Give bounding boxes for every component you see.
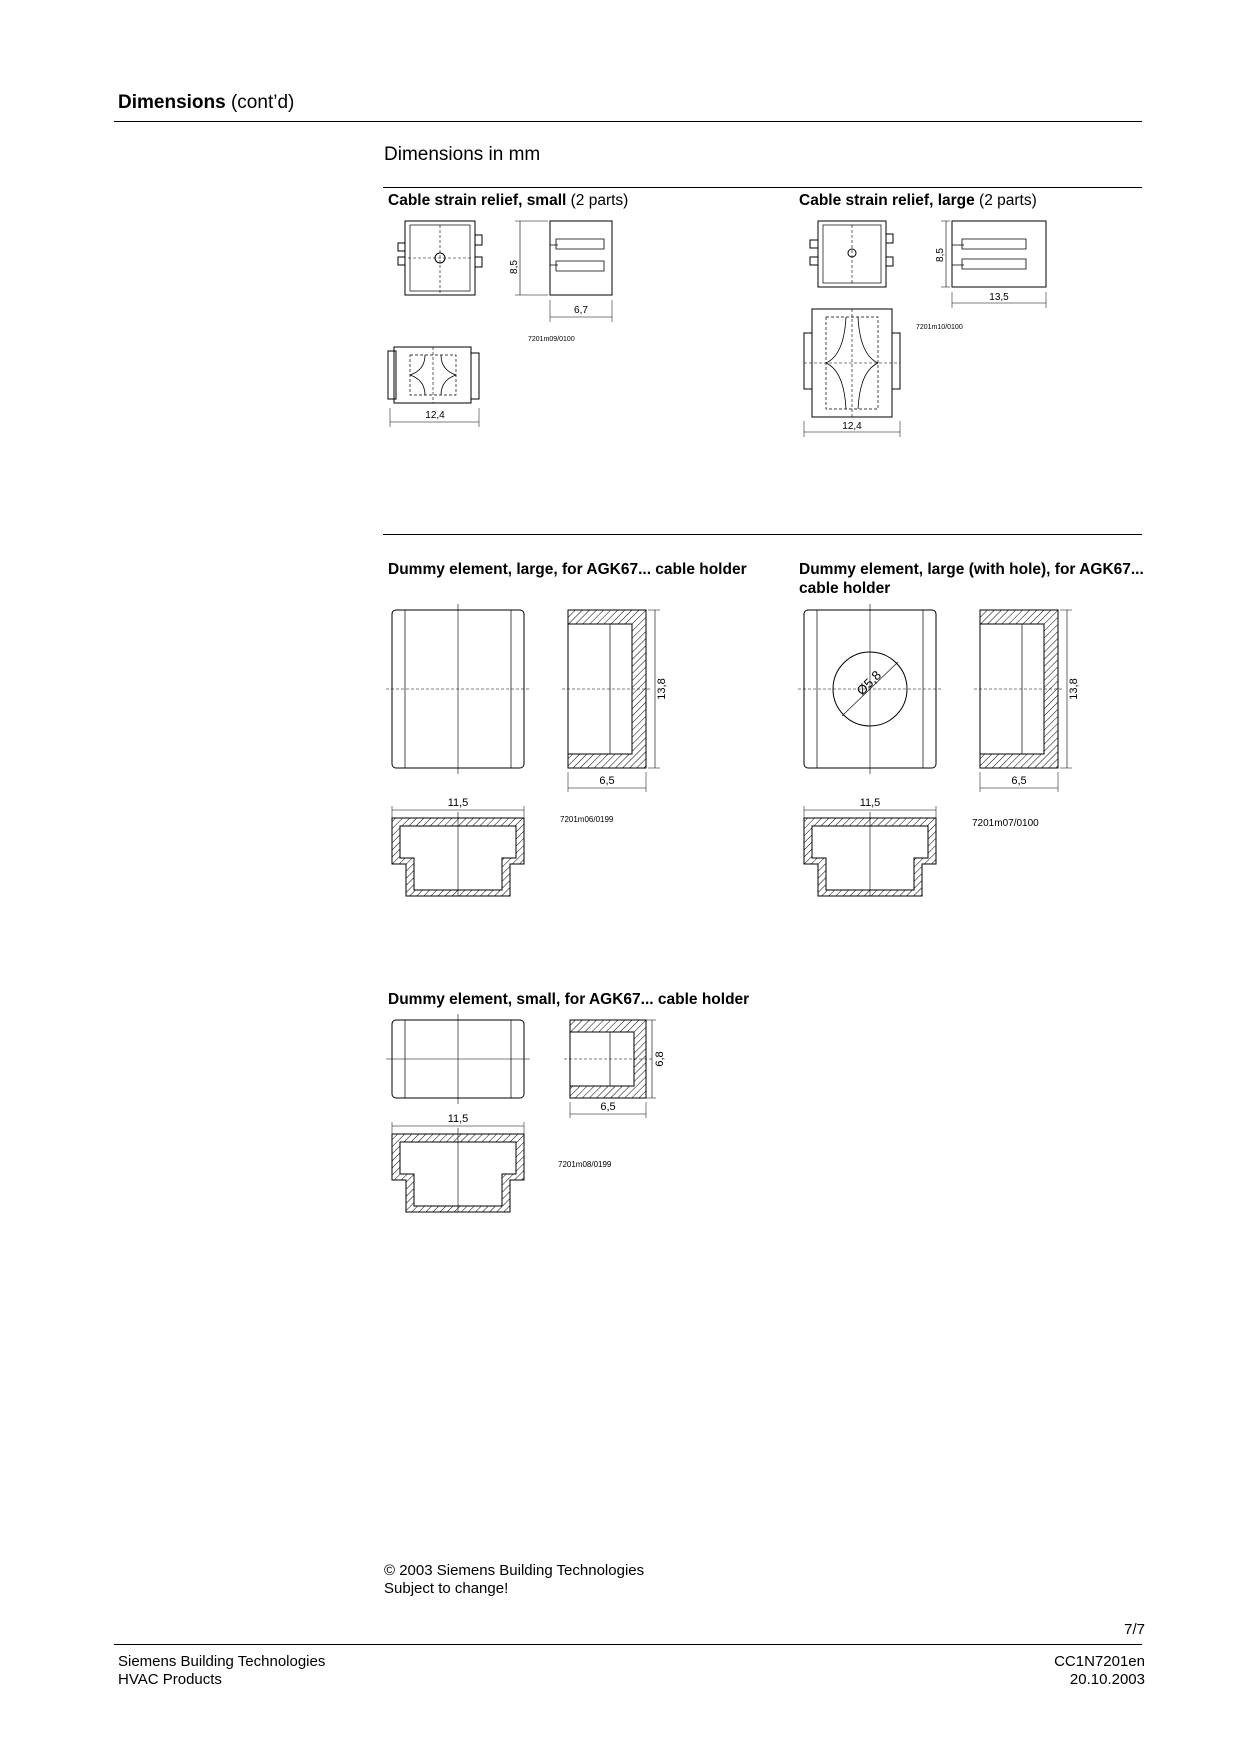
title-dummy-large-hole-line1: Dummy element, large (with hole), for AGK67... [799, 561, 1144, 578]
strain-small-dim-width: 12,4 [425, 410, 445, 421]
drawing-dummy-small [380, 1010, 680, 1220]
footer-date: 20.10.2003 [1069, 1671, 1145, 1688]
dummy-hole-dim-depth: 6,5 [1011, 775, 1027, 787]
dummy-hole-dim-height: 13,8 [1068, 678, 1080, 700]
strain-small-dim-depth: 6,7 [574, 305, 588, 316]
title-dummy-large-hole-line2: cable holder [799, 580, 891, 597]
title-strain-large-rest: (2 parts) [974, 192, 1037, 209]
page-heading [118, 92, 294, 114]
footer-company: Siemens Building Technologies [118, 1653, 326, 1670]
header-rule [114, 121, 1142, 122]
drawing-strain-large [796, 205, 1096, 435]
dummy-large-dim-height: 13,8 [656, 678, 668, 700]
dummy-small-dim-depth: 6,5 [600, 1101, 616, 1113]
heading-rest: (cont’d) [225, 92, 295, 113]
section-rule-top [383, 187, 1142, 188]
dummy-small-code: 7201m08/0199 [558, 1160, 612, 1169]
section-rule-middle [383, 534, 1142, 535]
drawing-strain-small [380, 205, 620, 425]
subject-to-change: Subject to change! [384, 1580, 509, 1597]
footer-doc-id: CC1N7201en [1054, 1653, 1145, 1670]
strain-large-dim-depth: 13,5 [989, 292, 1009, 303]
dummy-hole-code: 7201m07/0100 [972, 818, 1039, 829]
subheading: Dimensions in mm [384, 144, 541, 165]
dummy-small-dim-height: 6,8 [654, 1051, 666, 1067]
footer-division: HVAC Products [118, 1671, 222, 1688]
title-strain-small-bold: Cable strain relief, small [388, 192, 567, 209]
dummy-hole-dim-width: 11,5 [859, 797, 881, 809]
strain-large-dim-height: 8,5 [935, 248, 946, 262]
dummy-large-dim-depth: 6,5 [599, 775, 615, 787]
footer-rule [114, 1644, 1142, 1645]
dummy-large-dim-width: 11,5 [447, 797, 469, 809]
heading-bold: Dimensions [118, 92, 226, 113]
title-strain-small-rest: (2 parts) [566, 192, 629, 209]
drawing-dummy-large-hole [792, 600, 1092, 900]
dummy-large-code: 7201m06/0199 [560, 815, 614, 824]
strain-small-code: 7201m09/0100 [528, 336, 575, 343]
title-strain-large-bold: Cable strain relief, large [799, 192, 975, 209]
dummy-small-dim-width: 11,5 [447, 1113, 469, 1125]
title-dummy-small: Dummy element, small, for AGK67... cable holder [388, 991, 750, 1008]
strain-large-dim-width: 12,4 [842, 421, 862, 432]
title-dummy-large: Dummy element, large, for AGK67... cable holder [388, 561, 747, 578]
dummy-hole-dim-hole: Ø5,8 [853, 667, 885, 699]
strain-large-code: 7201m10/0100 [916, 324, 963, 331]
title-dummy-large-hole [799, 560, 1159, 598]
copyright-line: © 2003 Siemens Building Technologies [384, 1562, 645, 1579]
page-number: 7/7 [1124, 1621, 1145, 1638]
drawing-dummy-large [380, 600, 680, 900]
strain-small-dim-height: 8,5 [509, 260, 520, 274]
